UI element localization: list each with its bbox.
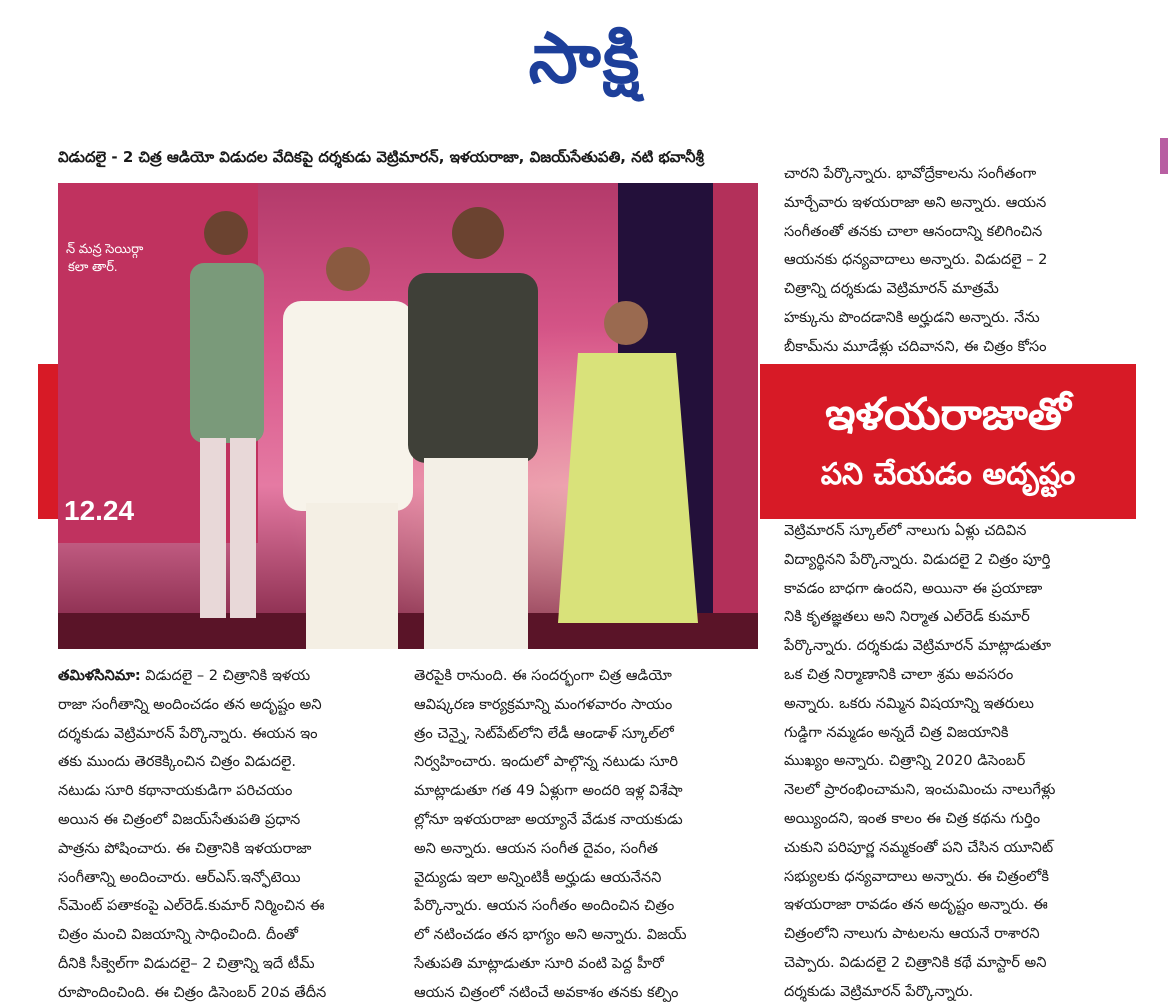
article-line: గుడ్డిగా నమ్మడం అన్నదే చిత్ర విజయానికి xyxy=(784,723,1009,741)
headline-line-1: ఇళయరాజాతో xyxy=(825,389,1071,440)
article-line: ఆయనకు ధన్యవాదాలు అన్నారు. విడుదలై – 2 xyxy=(784,251,1048,269)
article-line: మార్చేవారు ఇళయరాజా అని అన్నారు. ఆయన xyxy=(784,193,1047,211)
photo-caption: విడుదలై - 2 చిత్ర ఆడియో విడుదల వేదికపై దర్శకుడు వెట్రిమారన్, ఇళయరాజా, విజయ్‌సేతుపతి, నటి భవానీశ్రీ xyxy=(58,148,704,166)
article-line: ల్లోనూ ఇళయరాజా అయ్యానే వేడుక నాయకుడు xyxy=(414,810,683,828)
article-line: ఇళయరాజా రావడం తన అదృష్టం అన్నారు. ఈ xyxy=(784,896,1048,914)
poster-text: న్ మన్ర సెయిర్గా xyxy=(66,241,144,256)
newspaper-masthead: సాక్షి xyxy=(528,17,642,99)
headline-line-2: పని చేయడం అదృష్టం xyxy=(820,457,1076,492)
article-line: సంగీతంతో తనకు చాలా ఆనందాన్ని కలిగించిన xyxy=(784,222,1043,240)
article-text: విడుదలై – 2 చిత్రానికి ఇళయ xyxy=(140,667,311,684)
article-line xyxy=(58,662,398,691)
article-line: చుకుని పరిపూర్ణ నమ్మకంతో పని చేసిన యూనిట్ xyxy=(784,838,1054,856)
article-line: విద్యార్థినని పేర్కొన్నారు. విడుదలై 2 చిత్రం పూర్తి xyxy=(784,550,1051,568)
article-line: బీకామ్‌ను మూడేళ్లు చదివానని, ఈ చిత్రం కోసం xyxy=(784,337,1047,355)
article-line: వైద్యుడు ఇలా అన్నింటికీ అర్హుడు ఆయనేనని xyxy=(414,868,662,886)
photo-illustration xyxy=(58,183,758,649)
article-column-3-top xyxy=(784,160,1134,362)
article-line: వెట్రిమారన్ స్కూల్‌లో నాలుగు ఏళ్లు చదివిన xyxy=(784,522,1027,539)
article-line: హక్కును పొందడానికి అర్హుడని అన్నారు. నేను xyxy=(784,308,1040,326)
article-line: దర్శకుడు వెట్రిమారన్ పేర్కొన్నారు. xyxy=(784,982,974,1000)
article-line: చిత్రంలోని నాలుగు పాటలను ఆయనే రాశారని xyxy=(784,925,1040,943)
article-line: చిత్రం మంచి విజయాన్ని సాధించింది. దీంతో xyxy=(58,926,298,944)
article-line: న్‌మెంట్ పతాకంపై ఎల్‌రెడ్.కుమార్ నిర్మించిన ఈ xyxy=(58,897,325,915)
page-edge-mark xyxy=(1160,138,1168,174)
article-column-2 xyxy=(414,662,760,1008)
article-line: రూపొందించింది. ఈ చిత్రం డిసెంబర్ 20వ తేదీన xyxy=(58,983,327,1001)
article-line: నిర్వహించారు. ఇందులో పాల్గొన్న నటుడు సూరి xyxy=(414,753,679,771)
poster-date: 12.24 xyxy=(64,495,135,526)
article-column-1 xyxy=(58,662,398,1008)
article-line: దీనికి సీక్వెల్‌గా విడుదలై– 2 చిత్రాన్ని ఇదే టీమ్ xyxy=(58,954,315,972)
article-line: ముఖ్యం అన్నారు. చిత్రాన్ని 2020 డిసెంబర్ xyxy=(784,752,1026,770)
article-line: చెప్పారు. విడుదలై 2 చిత్రానికి కథే మాస్టార్ అని xyxy=(784,953,1047,971)
article-line: త్రం చెన్నై, సెట్‌పేట్‌లోని లేడీ ఆండాళ్ స్కూల్‌లో xyxy=(414,724,674,742)
person-actor xyxy=(408,207,538,649)
article-line: అని అన్నారు. ఆయన సంగీత దైవం, సంగీత xyxy=(414,839,659,857)
article-line: పేర్కొన్నారు. ఆయన సంగీతం అందించిన చిత్రం xyxy=(414,897,675,915)
article-line: చిత్రాన్ని దర్శకుడు వెట్రిమారన్ మాత్రమే xyxy=(784,280,999,298)
headline-box xyxy=(760,364,1136,519)
red-accent-strip xyxy=(38,364,60,519)
article-line: ఒక చిత్ర నిర్మాణానికి చాలా శ్రమ అవసరం xyxy=(784,665,1014,683)
article-line: రాజా సంగీతాన్ని అందించడం తన అదృష్టం అని xyxy=(58,695,322,713)
person-director xyxy=(190,211,264,618)
article-line: కావడం బాధగా ఉందని, అయినా ఈ ప్రయాణా xyxy=(784,579,1043,597)
article-line: లో నటించడం తన భాగ్యం అని అన్నారు. విజయ్ xyxy=(414,926,687,944)
person-composer xyxy=(283,247,413,649)
article-column-3-bottom xyxy=(784,517,1134,1007)
article-line: చారని పేర్కొన్నారు. భావోద్రేకాలను సంగీతంగా xyxy=(784,165,1037,182)
article-line: ఆయన చిత్రంలో నటించే అవకాశం తనకు కల్పిం xyxy=(414,983,679,1001)
dateline: తమిళసినిమా: xyxy=(58,667,141,684)
article-line: సభ్యులకు ధన్యవాదాలు అన్నారు. ఈ చిత్రంలోకి xyxy=(784,867,1049,885)
poster-panel-right xyxy=(713,183,758,649)
article-line: దర్శకుడు వెట్రిమారన్ పేర్కొన్నారు. ఈయన ఇం xyxy=(58,724,318,742)
article-line: అయ్యిందని, ఇంత కాలం ఈ చిత్ర కథను గుర్తిం xyxy=(784,809,1041,827)
article-line: సంగీతాన్ని అందించారు. ఆర్‌ఎస్.ఇన్ఫోటెయి xyxy=(58,868,301,886)
article-line: నెలలో ప్రారంభించామని, ఇంచుమించు నాలుగేళ్లు xyxy=(784,781,1056,799)
article-line: ఆవిష్కరణ కార్యక్రమాన్ని మంగళవారం సాయం xyxy=(414,695,673,713)
article-line: అన్నారు. ఒకరు నమ్మిన విషయాన్ని ఇతరులు xyxy=(784,694,1034,712)
article-line: మాట్లాడుతూ గత 49 ఏళ్లుగా అందరి ఇళ్ల విశేషా xyxy=(414,782,683,800)
article-line: పాత్రను పోషించారు. ఈ చిత్రానికి ఇళయరాజా xyxy=(58,839,312,857)
article-line: తెరపైకి రానుంది. ఈ సందర్భంగా చిత్ర ఆడియో xyxy=(414,667,672,684)
article-line: పేర్కొన్నారు. దర్శకుడు వెట్రిమారన్ మాట్లాడుతూ xyxy=(784,637,1051,655)
event-photo xyxy=(58,183,758,649)
poster-text: కలా తార్. xyxy=(68,259,118,274)
article-line: అయిన ఈ చిత్రంలో విజయ్‌సేతుపతి ప్రధాన xyxy=(58,810,301,828)
article-line: నటుడు సూరి కథానాయకుడిగా పరిచయం xyxy=(58,782,293,800)
article-line: సేతుపతి మాట్లాడుతూ సూరి వంటి పెద్ద హీరో xyxy=(414,954,664,972)
article-line: తకు ముందు తెరకెక్కించిన చిత్రం విడుదలై. xyxy=(58,753,297,771)
article-line: నికి కృతజ్ఞతలు అని నిర్మాత ఎల్‌రెడ్ కుమార్ xyxy=(784,608,1030,626)
